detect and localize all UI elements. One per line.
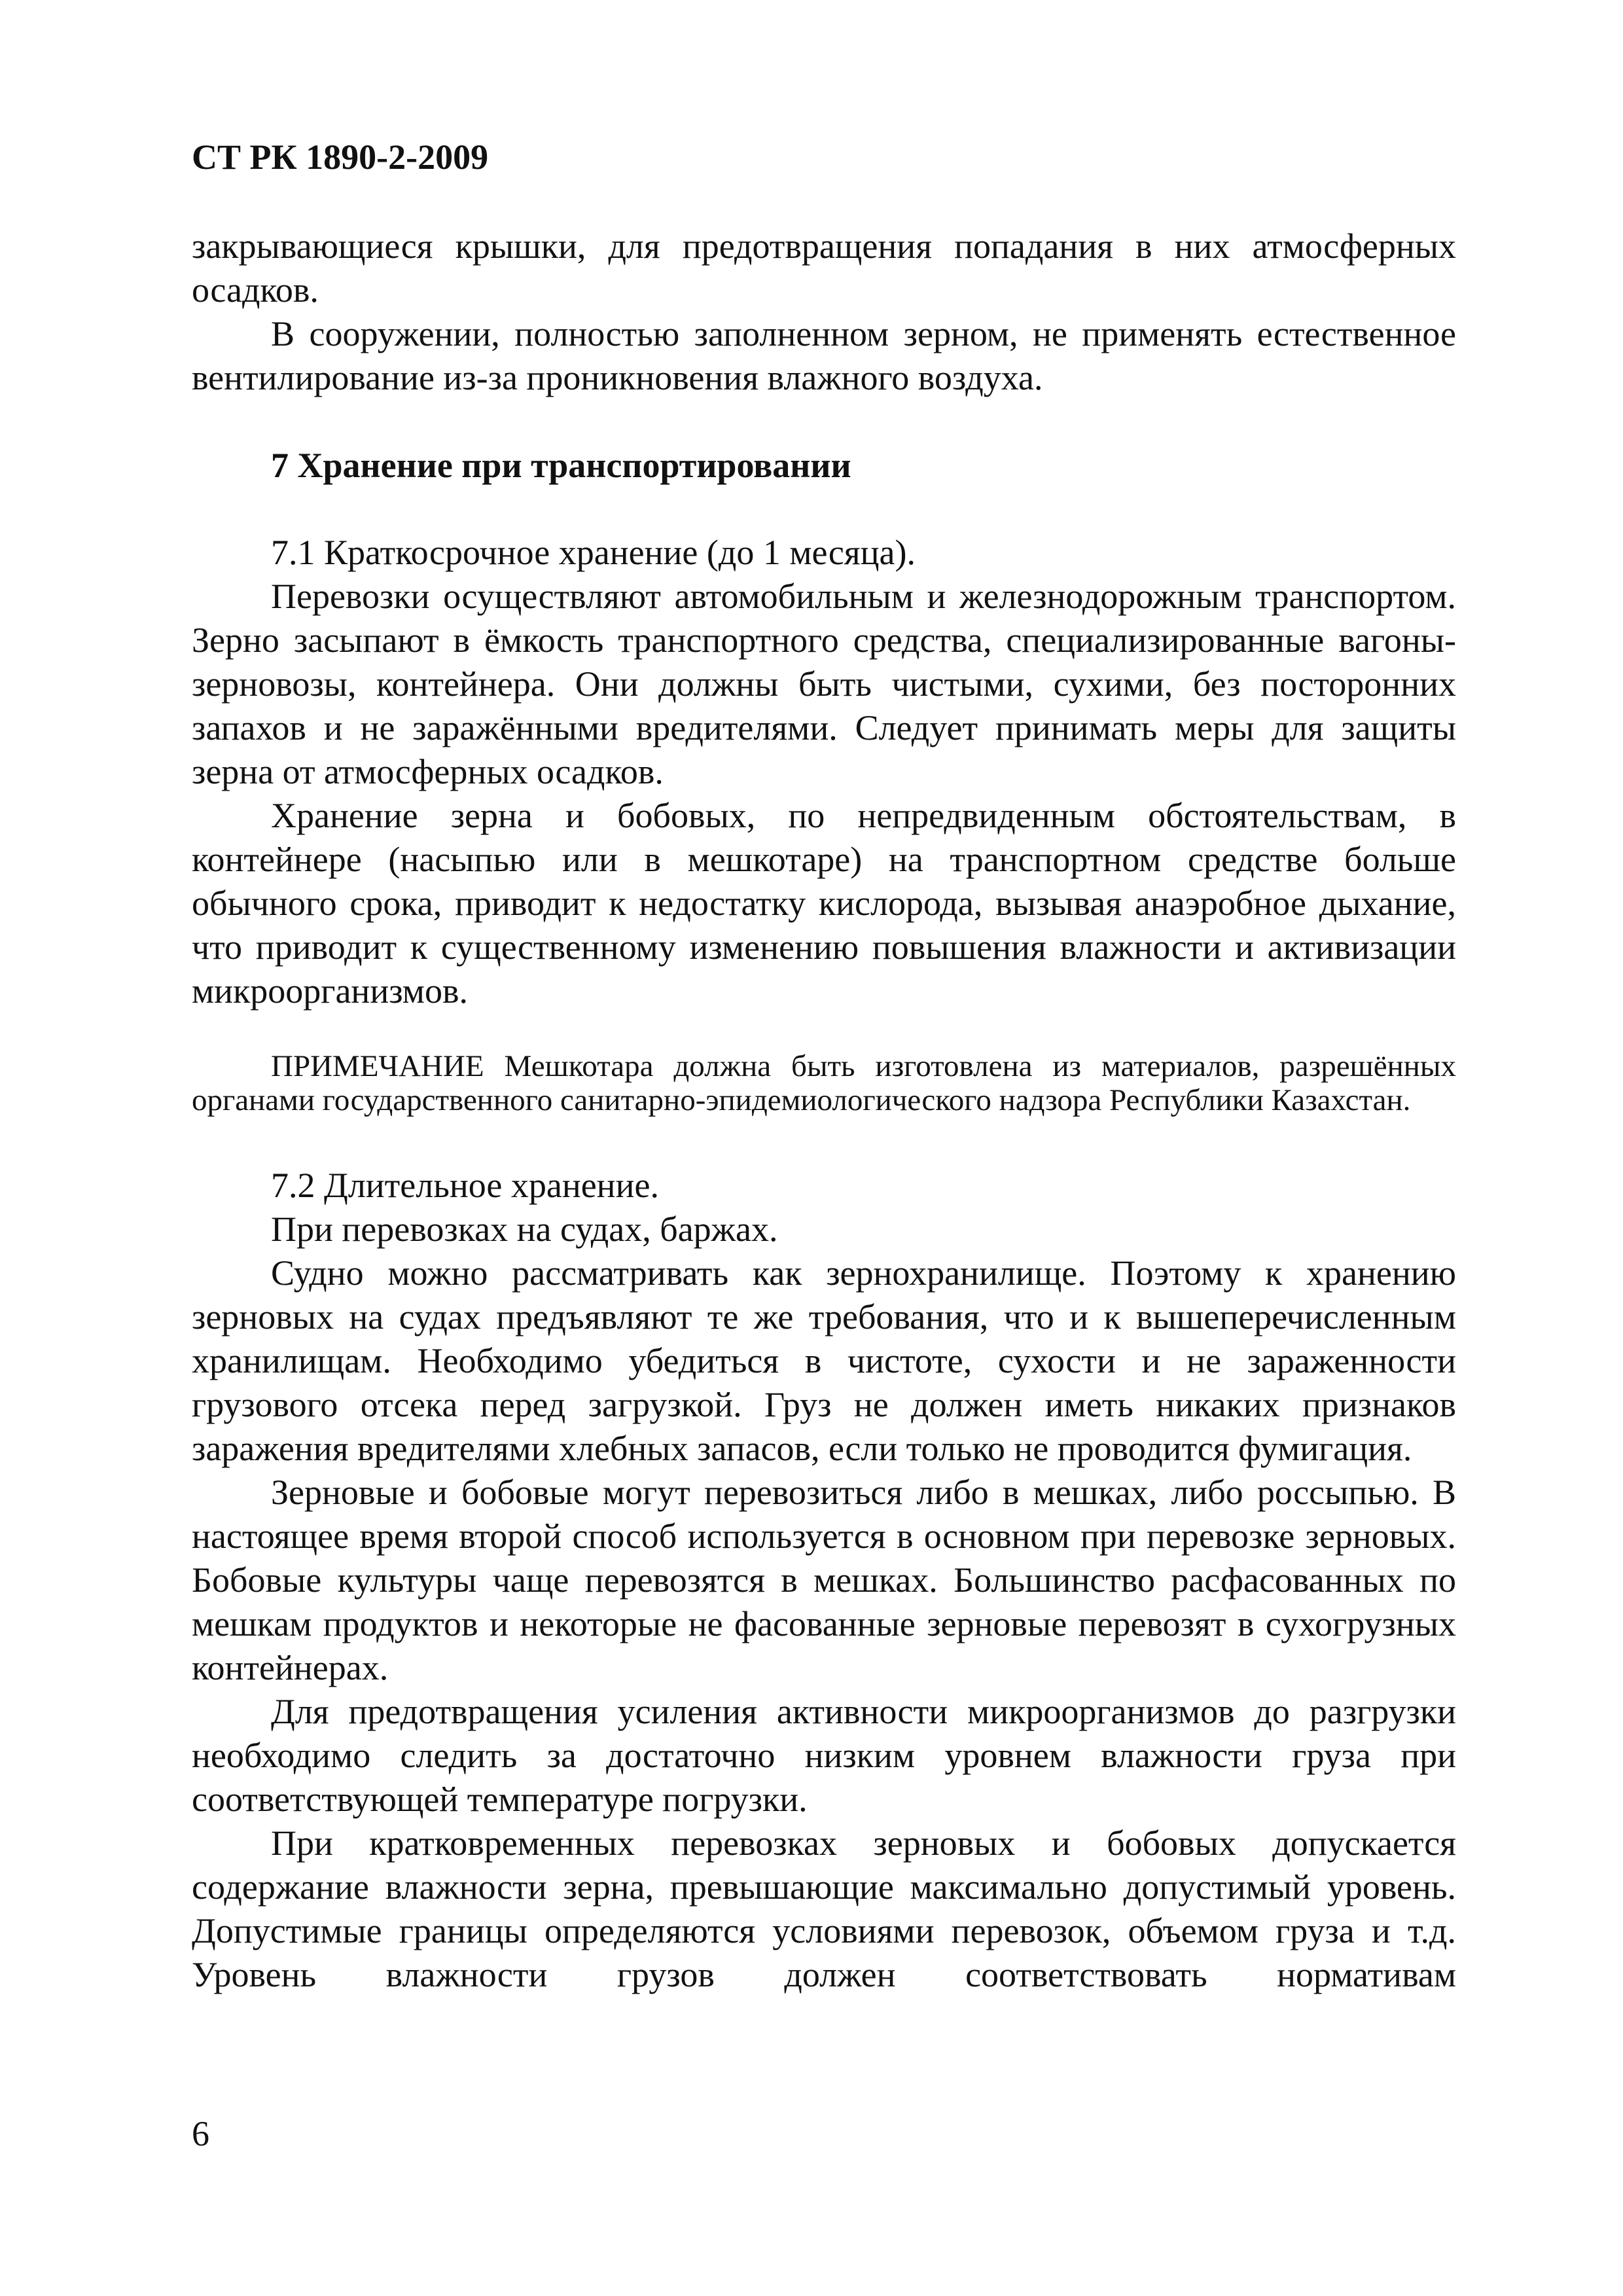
paragraph-7-2-ship-storage: Судно можно рассматривать как зернохранилище. Поэтому к хранению зерновых на судах предъявляют те же требования, что и к вышеперечисленным хранилищам. Необходимо убедиться в чистоте, сухости и не зараженности грузового отсека перед загрузкой. Груз не должен иметь никаких признаков заражения вредителями хлебных запасов, если только не проводится фумигация. — [192, 1253, 1456, 1468]
page-number: 6 — [192, 2114, 209, 2153]
paragraph-continued: закрывающиеся крышки, для предотвращения попадания в них атмосферных осадков. — [192, 226, 1456, 310]
subsection-7-2-heading: 7.2 Длительное хранение. — [271, 1166, 659, 1205]
document-header-code: СТ РК 1890-2-2009 — [192, 137, 489, 177]
paragraph-7-2-microorganisms: Для предотвращения усиления активности микроорганизмов до разгрузки необходимо следить за достаточно низким уровнем влажности груза при соответствующей температуре погрузки. — [192, 1692, 1456, 1819]
subsection-7-1-heading: 7.1 Краткосрочное хранение (до 1 месяца). — [271, 533, 916, 572]
document-body — [192, 224, 1456, 1997]
paragraph-ventilation: В сооружении, полностью заполненном зерном, не применять естественное вентилирование из-за проникновения влажного воздуха. — [192, 314, 1456, 397]
paragraph-7-1-storage: Хранение зерна и бобовых, по непредвиденным обстоятельствам, в контейнере (насыпью или в мешкотаре) на транспортном средстве больше обычного срока, приводит к недостатку кислорода, вызывая анаэробное дыхание, что приводит к существенному изменению повышения влажности и активизации микроорганизмов. — [192, 796, 1456, 1011]
paragraph-7-1-transport: Перевозки осуществляют автомобильным и железнодорожным транспортом. Зерно засыпают в ёмкость транспортного средства, специализированные вагоны-зерновозы, контейнера. Они должны быть чистыми, сухими, без посторонних запахов и не заражёнными вредителями. Следует принимать меры для защиты зерна от атмосферных осадков. — [192, 577, 1456, 791]
section-7-heading: 7 Хранение при транспортировании — [271, 446, 851, 485]
paragraph-7-2-bags-bulk: Зерновые и бобовые могут перевозиться либо в мешках, либо россыпью. В настоящее время второй способ используется в основном при перевозке зерновых. Бобовые культуры чаще перевозятся в мешках. Большинство расфасованных по мешкам продуктов и некоторые не фасованные зерновые перевозят в сухогрузных контейнерах. — [192, 1473, 1456, 1687]
note-packaging: ПРИМЕЧАНИЕ Мешкотара должна быть изготовлена из материалов, разрешённых органами государственного санитарно-эпидемиологического надзора Республики Казахстан. — [192, 1049, 1456, 1117]
subsection-7-2-ships: При перевозках на судах, баржах. — [271, 1210, 778, 1249]
paragraph-7-2-moisture: При кратковременных перевозках зерновых и бобовых допускается содержание влажности зерна, превышающие максимально допустимый уровень. Допустимые границы определяются условиями перевозок, объемом груза и т.д. Уровень влажности грузов должен соответствовать нормативам — [192, 1823, 1456, 1994]
